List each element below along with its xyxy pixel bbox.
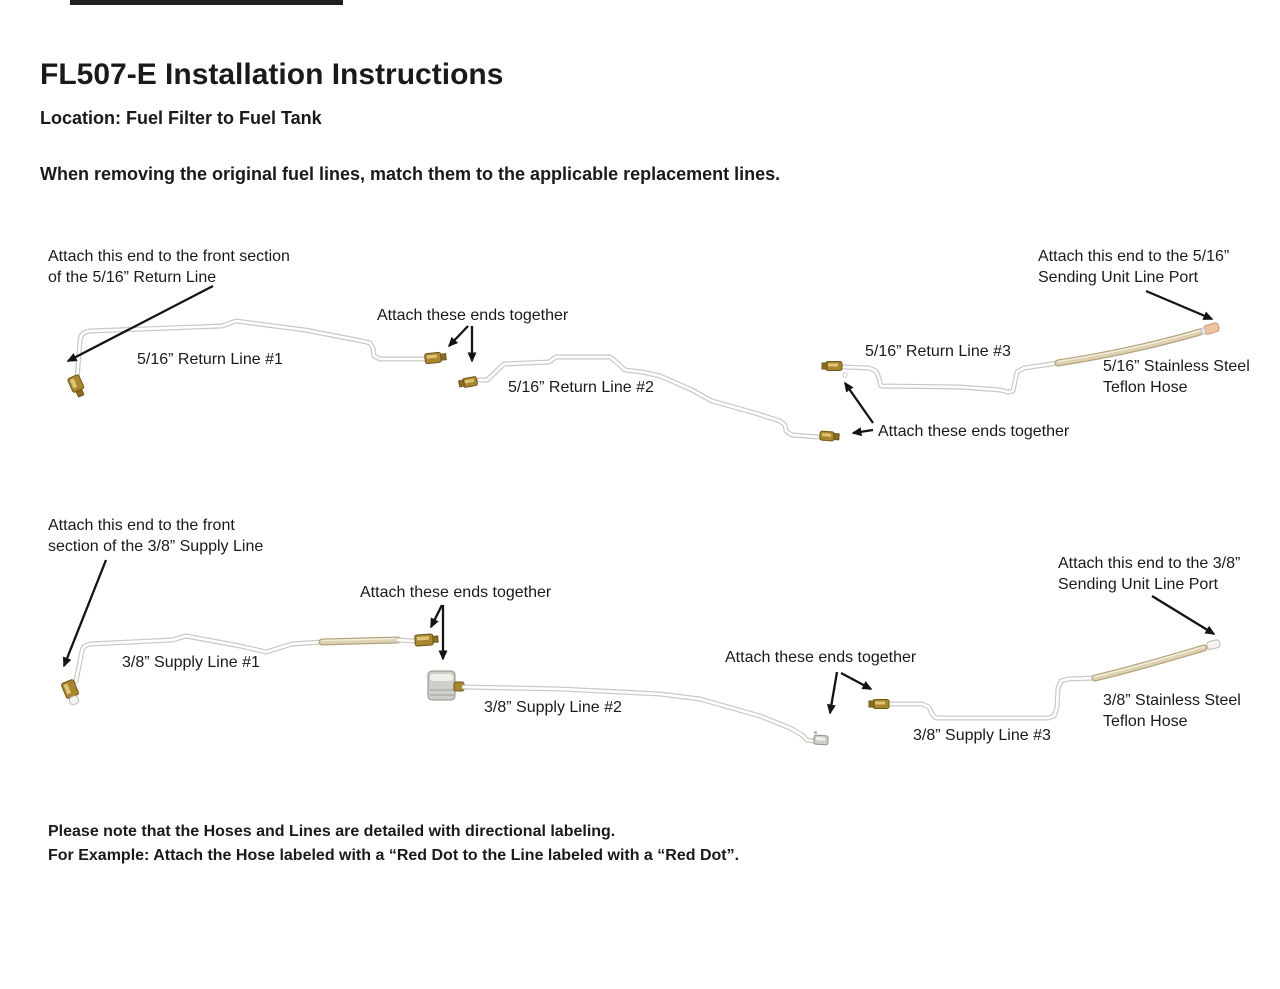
- return-hose-port-fitting: [1200, 322, 1220, 336]
- label-supply-line-1: 3/8” Supply Line #1: [122, 654, 260, 671]
- label-return-hose-line1: 5/16” Stainless Steel: [1103, 358, 1250, 375]
- supply-line-1-tube-tip: [398, 640, 414, 641]
- callout-return-front-line2: of the 5/16” Return Line: [48, 269, 217, 286]
- supply-teflon-hose: [1095, 647, 1204, 679]
- return-line-2-rear-fitting: [820, 431, 840, 441]
- location-line: Location: Fuel Filter to Fuel Tank: [40, 108, 322, 128]
- supply-line-3-tube: [889, 678, 1095, 718]
- label-supply-hose: [1103, 690, 1241, 732]
- return-line-2-front-fitting: [458, 376, 477, 388]
- label-supply-hose-line1: 3/8” Stainless Steel: [1103, 692, 1241, 709]
- supply-line-1-front-fitting: [61, 679, 82, 706]
- label-return-line-2: 5/16” Return Line #2: [508, 379, 654, 396]
- return-line-3-tube: [843, 363, 1058, 392]
- footer-note: [48, 820, 739, 868]
- callout-return-front: [48, 246, 290, 288]
- instruction-line: When removing the original fuel lines, match them to the applicable replacement lines.: [40, 164, 781, 184]
- supply-line-3-front-fitting: [869, 700, 889, 709]
- supply-line-1-braided-section: [322, 639, 398, 643]
- callout-supply-sending-line2: Sending Unit Line Port: [1058, 576, 1219, 593]
- callout-supply-sending-line1: Attach this end to the 3/8”: [1058, 555, 1241, 572]
- callout-supply-attach-mid: Attach these ends together: [360, 584, 552, 601]
- callout-supply-sending: [1058, 553, 1240, 595]
- label-supply-line-2: 3/8” Supply Line #2: [484, 699, 622, 716]
- arrow-return-attach-right-left: [853, 430, 873, 433]
- supply-line-2-rear-fitting: [813, 731, 828, 745]
- supply-hose-port-fitting: [1206, 639, 1221, 650]
- callout-return-sending: [1038, 246, 1229, 288]
- callout-return-sending-line1: Attach this end to the 5/16”: [1038, 248, 1230, 265]
- arrow-supply-attach-right-diag: [841, 673, 871, 689]
- callout-return-attach-mid: Attach these ends together: [377, 307, 569, 324]
- footer-note-line1: Please note that the Hoses and Lines are detailed with directional labeling.: [48, 823, 616, 840]
- arrow-supply-attach-mid-left: [431, 605, 442, 627]
- label-return-line-1: 5/16” Return Line #1: [137, 351, 283, 368]
- arrow-supply-sending-port: [1152, 596, 1214, 634]
- page-title: FL507-E Installation Instructions: [40, 58, 504, 91]
- label-supply-line-3: 3/8” Supply Line #3: [913, 727, 1051, 744]
- callout-supply-front: [48, 515, 263, 557]
- arrow-return-attach-right-up: [845, 383, 873, 423]
- label-return-hose: [1103, 356, 1250, 398]
- label-supply-hose-line2: Teflon Hose: [1103, 713, 1188, 730]
- arrow-return-attach-mid-left: [449, 326, 468, 346]
- label-return-line-3: 5/16” Return Line #3: [865, 343, 1011, 360]
- supply-line-2-quick-connect-fitting: [428, 671, 464, 700]
- arrow-supply-front-callout: [64, 560, 106, 666]
- callout-supply-attach-right: Attach these ends together: [725, 649, 917, 666]
- callout-return-front-line1: Attach this end to the front section: [48, 248, 290, 265]
- supply-line-1-rear-fitting: [415, 634, 439, 647]
- arrow-return-sending-port: [1146, 291, 1212, 319]
- return-line-1-rear-fitting: [425, 352, 447, 364]
- callout-supply-front-line2: section of the 3/8” Supply Line: [48, 538, 264, 555]
- arrow-supply-attach-right-down: [830, 672, 837, 713]
- label-return-hose-line2: Teflon Hose: [1103, 379, 1188, 396]
- callout-return-attach-right: Attach these ends together: [878, 423, 1070, 440]
- callout-supply-front-line1: Attach this end to the front: [48, 517, 235, 534]
- callout-return-sending-line2: Sending Unit Line Port: [1038, 269, 1199, 286]
- footer-note-line2: For Example: Attach the Hose labeled with a “Red Dot to the Line labeled with a “Red Dot”.: [48, 847, 740, 864]
- return-line-1-front-fitting: [67, 374, 87, 398]
